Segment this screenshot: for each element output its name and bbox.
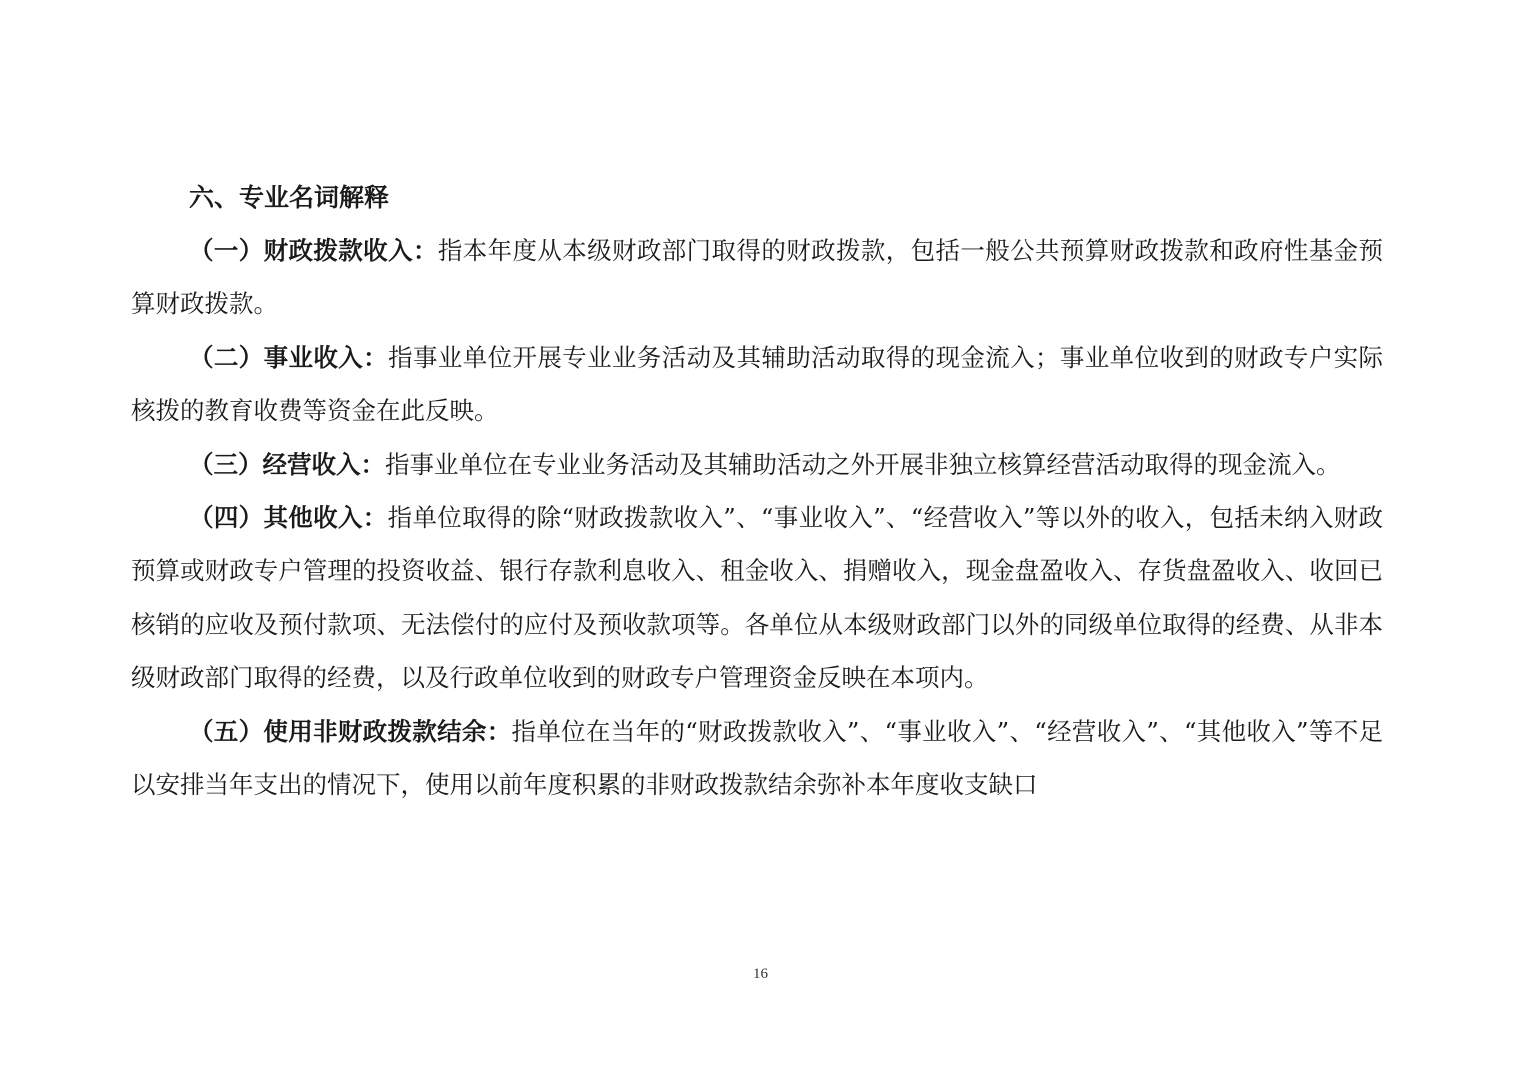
term-paragraph-2 [131, 331, 1383, 438]
page-number: 16 [753, 966, 768, 982]
document-body [131, 172, 1383, 811]
section-heading: 六、专业名词解释 [189, 183, 390, 212]
term-label: （三）经营收入： [189, 449, 385, 479]
term-paragraph-3 [131, 438, 1383, 491]
term-definition: 指单位在当年的“财政拨款收入”、“事业收入”、“经营收入”、“其他收入”等不足以安排当年支出的情况下，使用以前年度积累的非财政拨款结余弥补本年度收支缺口 [131, 716, 1383, 800]
term-label: （四）其他收入： [189, 503, 388, 533]
term-paragraph-5 [131, 705, 1383, 812]
term-definition: 指本年度从本级财政部门取得的财政拨款，包括一般公共预算财政拨款和政府性基金预算财政拨款。 [131, 236, 1384, 319]
term-label: （二）事业收入： [189, 342, 389, 372]
term-paragraph-1 [131, 224, 1383, 331]
term-label: （五）使用非财政拨款结余： [189, 716, 512, 746]
term-definition: 指事业单位在专业业务活动及其辅助活动之外开展非独立核算经营活动取得的现金流入。 [385, 449, 1341, 479]
term-definition: 指单位取得的除“财政拨款收入”、“事业收入”、“经营收入”等以外的收入，包括未纳入财政预算或财政专户管理的投资收益、银行存款利息收入、租金收入、捐赠收入，现金盘盈收入、存货盘盈收入、收回已核销的应收及预付款项、无法偿付的应付及预收款项等。各单位从本级财政部门以外的同级单位取得的经费、从非本级财政部门取得的经费，以及行政单位收到的财政专户管理资金反映在本项内。 [131, 503, 1384, 693]
term-label: （一）财政拨款收入： [189, 236, 438, 265]
term-paragraph-4 [131, 491, 1383, 705]
term-definition: 指事业单位开展专业业务活动及其辅助活动取得的现金流入；事业单位收到的财政专户实际核拨的教育收费等资金在此反映。 [131, 342, 1384, 426]
